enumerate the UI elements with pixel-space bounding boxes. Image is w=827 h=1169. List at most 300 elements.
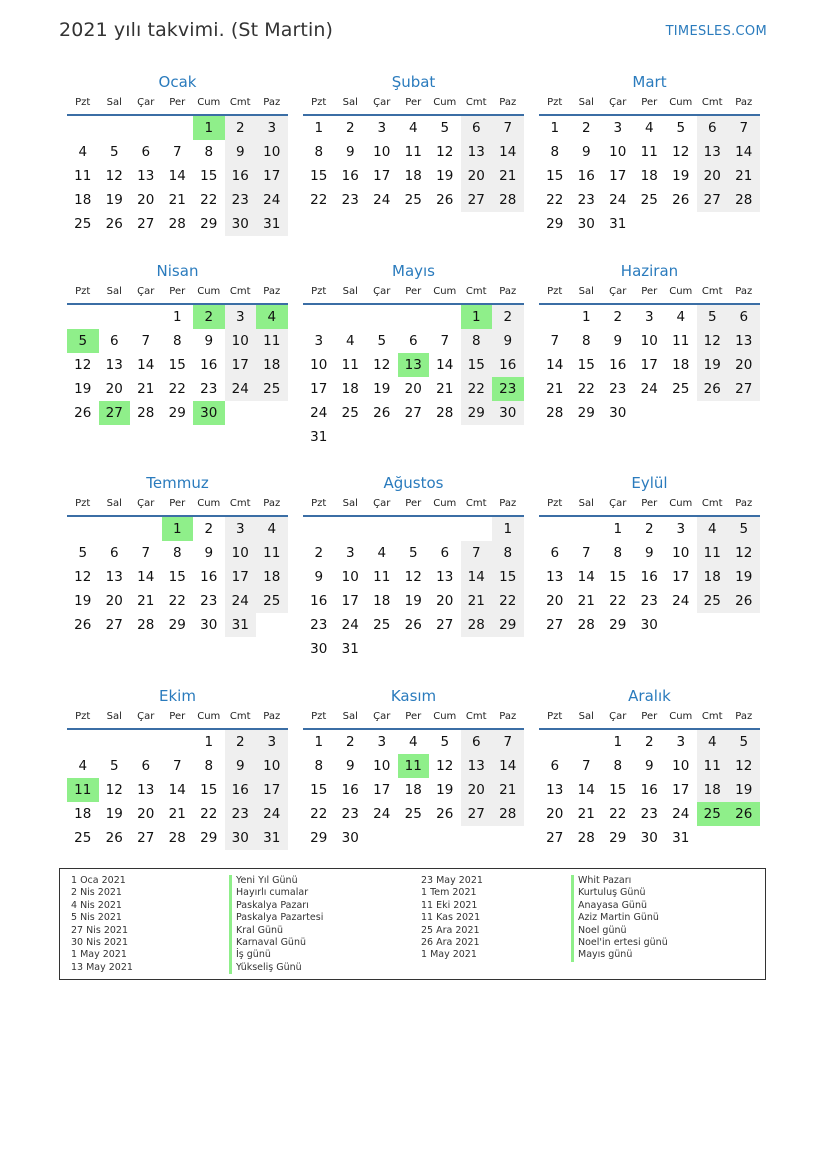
day-cell: 23 (310, 617, 328, 633)
day-cell: 14 (137, 357, 155, 373)
day-cell: 12 (436, 758, 454, 774)
day-cell: 22 (546, 192, 564, 208)
day-cell: 13 (728, 329, 760, 353)
weekday-label: Cmt (465, 286, 487, 297)
day-grid (67, 305, 288, 425)
empty-cell (67, 517, 99, 541)
weekday-label: Paz (263, 711, 281, 722)
holiday-day-cell: 1 (461, 305, 493, 329)
weekday-label: Paz (263, 498, 281, 509)
empty-cell (539, 517, 571, 541)
weekday-header (67, 494, 288, 514)
day-cell: 28 (168, 830, 186, 846)
empty-cell (130, 305, 162, 329)
day-cell: 29 (200, 830, 218, 846)
day-cell: 10 (341, 569, 359, 585)
empty-cell (539, 305, 571, 329)
day-cell: 4 (408, 120, 418, 136)
day-cell: 29 (609, 617, 627, 633)
day-grid (67, 730, 288, 850)
day-cell: 6 (109, 333, 119, 349)
weekday-label: Cmt (229, 711, 251, 722)
day-cell: 14 (492, 754, 524, 778)
legend-date: 1 Tem 2021 (421, 887, 477, 899)
day-cell: 24 (225, 377, 257, 401)
day-cell: 21 (577, 593, 595, 609)
day-cell: 15 (200, 782, 218, 798)
weekday-label: Cmt (701, 711, 723, 722)
empty-cell (634, 212, 666, 236)
day-cell: 9 (225, 754, 257, 778)
day-cell: 15 (310, 168, 328, 184)
day-cell: 12 (105, 168, 123, 184)
weekday-header (539, 93, 760, 113)
legend-holiday-name: Karnaval Günü (229, 937, 323, 949)
day-cell: 23 (225, 188, 257, 212)
site-brand-link[interactable]: TIMESLES.COM (665, 24, 767, 39)
day-cell: 1 (172, 309, 182, 325)
empty-cell (429, 826, 461, 850)
legend-holiday-name: İş günü (229, 949, 323, 961)
day-cell: 28 (577, 617, 595, 633)
weekday-label: Çar (137, 286, 155, 297)
day-cell: 13 (137, 782, 155, 798)
day-cell: 7 (492, 116, 524, 140)
day-cell: 3 (676, 521, 686, 537)
day-cell: 11 (373, 569, 391, 585)
empty-cell (461, 826, 493, 850)
day-cell: 12 (728, 754, 760, 778)
day-cell: 13 (546, 782, 564, 798)
month-block (67, 260, 288, 425)
holiday-day-cell: 30 (193, 401, 225, 425)
day-cell: 21 (461, 589, 493, 613)
day-cell: 22 (461, 377, 493, 401)
day-cell: 11 (341, 357, 359, 373)
weekday-label: Cum (433, 286, 457, 297)
day-cell: 24 (672, 806, 690, 822)
day-cell: 8 (492, 541, 524, 565)
weekday-label: Sal (106, 711, 122, 722)
day-cell: 15 (577, 357, 595, 373)
legend-holiday-name: Whit Pazarı (571, 875, 668, 887)
day-cell: 16 (640, 569, 658, 585)
day-cell: 29 (168, 405, 186, 421)
day-cell: 11 (672, 333, 690, 349)
day-grid (303, 305, 524, 449)
day-cell: 8 (613, 758, 623, 774)
day-cell: 14 (436, 357, 454, 373)
empty-cell (571, 730, 603, 754)
day-cell: 4 (676, 309, 686, 325)
day-cell: 25 (74, 216, 92, 232)
legend-date: 4 Nis 2021 (71, 899, 122, 911)
weekday-label: Sal (106, 97, 122, 108)
day-cell: 19 (436, 782, 454, 798)
day-cell: 8 (172, 333, 182, 349)
day-cell: 3 (644, 309, 654, 325)
day-cell: 17 (373, 782, 391, 798)
weekday-header (539, 282, 760, 302)
day-cell: 19 (728, 778, 760, 802)
weekday-label: Pzt (311, 711, 327, 722)
weekday-label: Cum (669, 711, 693, 722)
holiday-day-cell: 11 (67, 778, 99, 802)
weekday-label: Çar (137, 498, 155, 509)
weekday-label: Pzt (75, 711, 91, 722)
empty-cell (99, 517, 131, 541)
empty-cell (429, 637, 461, 661)
day-grid (303, 116, 524, 212)
day-cell: 4 (408, 734, 418, 750)
day-cell: 23 (225, 802, 257, 826)
day-cell: 21 (546, 381, 564, 397)
empty-cell (398, 305, 430, 329)
day-cell: 9 (613, 333, 623, 349)
weekday-label: Paz (499, 97, 517, 108)
month-name: Şubat (391, 73, 436, 91)
weekday-label: Pzt (311, 97, 327, 108)
empty-cell (398, 826, 430, 850)
empty-cell (99, 305, 131, 329)
day-cell: 14 (168, 782, 186, 798)
holiday-day-cell: 26 (728, 802, 760, 826)
empty-cell (366, 637, 398, 661)
day-cell: 19 (74, 593, 92, 609)
day-cell: 20 (137, 192, 155, 208)
day-cell: 15 (200, 168, 218, 184)
empty-cell (461, 517, 493, 541)
day-cell: 6 (550, 545, 560, 561)
day-cell: 29 (546, 216, 564, 232)
day-cell: 28 (436, 405, 454, 421)
day-cell: 7 (728, 116, 760, 140)
empty-cell (634, 401, 666, 425)
day-cell: 14 (577, 569, 595, 585)
day-cell: 18 (341, 381, 359, 397)
weekday-label: Sal (578, 97, 594, 108)
day-cell: 17 (672, 569, 690, 585)
weekday-label: Cmt (465, 498, 487, 509)
empty-cell (225, 401, 257, 425)
legend-date: 1 May 2021 (71, 949, 127, 961)
weekday-label: Çar (609, 286, 627, 297)
day-cell: 27 (436, 617, 454, 633)
day-cell: 20 (436, 593, 454, 609)
day-cell: 13 (697, 140, 729, 164)
day-cell: 17 (672, 782, 690, 798)
day-cell: 4 (78, 144, 88, 160)
day-cell: 22 (609, 593, 627, 609)
day-grid (539, 116, 760, 236)
day-cell: 10 (225, 541, 257, 565)
month-name: Mart (632, 73, 667, 91)
day-cell: 10 (310, 357, 328, 373)
weekday-label: Cmt (229, 498, 251, 509)
day-cell: 8 (613, 545, 623, 561)
weekday-label: Pzt (547, 711, 563, 722)
weekday-label: Sal (342, 498, 358, 509)
day-cell: 7 (141, 545, 151, 561)
day-cell: 18 (697, 778, 729, 802)
day-cell: 10 (225, 329, 257, 353)
day-cell: 23 (200, 381, 218, 397)
day-cell: 12 (74, 357, 92, 373)
day-cell: 28 (137, 617, 155, 633)
day-cell: 28 (461, 613, 493, 637)
day-cell: 16 (609, 357, 627, 373)
day-cell: 2 (345, 120, 355, 136)
day-grid (539, 730, 760, 850)
empty-cell (366, 826, 398, 850)
weekday-label: Paz (499, 711, 517, 722)
legend-date: 23 May 2021 (421, 875, 483, 886)
weekday-label: Çar (373, 498, 391, 509)
legend-holiday-name: Noel günü (571, 925, 668, 937)
day-cell: 26 (436, 806, 454, 822)
day-cell: 17 (256, 164, 288, 188)
day-cell: 24 (640, 381, 658, 397)
day-cell: 28 (492, 188, 524, 212)
day-cell: 30 (310, 641, 328, 657)
day-cell: 10 (373, 144, 391, 160)
day-cell: 30 (225, 826, 257, 850)
empty-cell (728, 613, 760, 637)
day-cell: 9 (204, 545, 214, 561)
weekday-label: Per (169, 286, 186, 297)
day-cell: 26 (105, 830, 123, 846)
legend-date: 1 Oca 2021 (71, 875, 126, 886)
day-cell: 1 (613, 734, 623, 750)
day-cell: 7 (172, 758, 182, 774)
day-cell: 26 (697, 377, 729, 401)
day-cell: 25 (74, 830, 92, 846)
weekday-label: Sal (342, 97, 358, 108)
day-grid (67, 517, 288, 637)
month-name: Nisan (156, 262, 199, 280)
day-cell: 31 (310, 429, 328, 445)
day-cell: 30 (577, 216, 595, 232)
day-cell: 21 (728, 164, 760, 188)
day-cell: 26 (404, 617, 422, 633)
holiday-day-cell: 5 (67, 329, 99, 353)
day-cell: 3 (256, 730, 288, 754)
day-cell: 29 (577, 405, 595, 421)
weekday-label: Per (641, 286, 658, 297)
month-name: Aralık (628, 687, 671, 705)
empty-cell (571, 517, 603, 541)
legend-holiday-name: Kral Günü (229, 925, 323, 937)
month-name: Ocak (158, 73, 197, 91)
legend-date: 30 Nis 2021 (71, 936, 128, 948)
weekday-label: Çar (609, 97, 627, 108)
day-cell: 22 (200, 192, 218, 208)
day-cell: 13 (461, 140, 493, 164)
day-cell: 13 (461, 754, 493, 778)
legend-holiday-name: Kurtuluş Günü (571, 887, 668, 899)
legend-date: 1 May 2021 (421, 949, 477, 961)
day-cell: 6 (408, 333, 418, 349)
day-cell: 12 (728, 541, 760, 565)
weekday-label: Çar (609, 498, 627, 509)
day-cell: 2 (581, 120, 591, 136)
day-cell: 28 (546, 405, 564, 421)
day-cell: 21 (137, 593, 155, 609)
day-cell: 9 (345, 144, 355, 160)
weekday-header (303, 282, 524, 302)
day-cell: 9 (225, 140, 257, 164)
day-grid (303, 730, 524, 850)
month-block (303, 71, 524, 212)
day-cell: 7 (141, 333, 151, 349)
weekday-label: Cum (433, 498, 457, 509)
day-cell: 20 (105, 593, 123, 609)
day-cell: 16 (640, 782, 658, 798)
day-cell: 19 (697, 353, 729, 377)
empty-cell (665, 401, 697, 425)
day-cell: 30 (640, 617, 658, 633)
legend-holiday-name: Mayıs günü (571, 949, 668, 961)
day-cell: 10 (672, 545, 690, 561)
legend-date: 27 Nis 2021 (71, 924, 128, 936)
day-cell: 31 (225, 613, 257, 637)
weekday-label: Sal (106, 286, 122, 297)
day-cell: 19 (74, 381, 92, 397)
weekday-label: Paz (263, 286, 281, 297)
empty-cell (429, 425, 461, 449)
day-cell: 6 (109, 545, 119, 561)
day-cell: 31 (609, 216, 627, 232)
legend-holiday-name: Noel'in ertesi günü (571, 937, 668, 949)
day-cell: 14 (168, 168, 186, 184)
day-cell: 15 (492, 565, 524, 589)
weekday-label: Cmt (229, 286, 251, 297)
empty-cell (366, 305, 398, 329)
day-cell: 31 (256, 826, 288, 850)
day-cell: 16 (200, 569, 218, 585)
weekday-header (539, 494, 760, 514)
weekday-label: Per (405, 498, 422, 509)
weekday-label: Sal (342, 711, 358, 722)
legend-holiday-name: Yükseliş Günü (229, 962, 323, 974)
weekday-label: Pzt (547, 97, 563, 108)
day-cell: 25 (256, 377, 288, 401)
day-cell: 31 (256, 212, 288, 236)
day-cell: 21 (492, 164, 524, 188)
weekday-label: Çar (373, 711, 391, 722)
weekday-label: Per (641, 97, 658, 108)
weekday-label: Paz (499, 286, 517, 297)
day-cell: 8 (314, 758, 324, 774)
day-cell: 1 (613, 521, 623, 537)
month-name: Mayıs (392, 262, 435, 280)
weekday-label: Cum (197, 711, 221, 722)
day-cell: 16 (200, 357, 218, 373)
day-cell: 13 (436, 569, 454, 585)
day-cell: 14 (461, 565, 493, 589)
weekday-label: Cmt (701, 498, 723, 509)
weekday-label: Pzt (75, 498, 91, 509)
day-cell: 25 (404, 806, 422, 822)
empty-cell (162, 116, 194, 140)
weekday-label: Cmt (229, 97, 251, 108)
day-cell: 16 (492, 353, 524, 377)
empty-cell (728, 826, 760, 850)
day-cell: 30 (200, 617, 218, 633)
month-block (303, 685, 524, 850)
day-cell: 8 (204, 144, 214, 160)
empty-cell (492, 826, 524, 850)
weekday-label: Çar (373, 97, 391, 108)
day-cell: 15 (461, 353, 493, 377)
day-cell: 23 (577, 192, 595, 208)
empty-cell (461, 425, 493, 449)
day-cell: 20 (461, 164, 493, 188)
holiday-day-cell: 13 (398, 353, 430, 377)
weekday-label: Çar (373, 286, 391, 297)
day-cell: 29 (609, 830, 627, 846)
day-cell: 7 (172, 144, 182, 160)
day-cell: 19 (373, 381, 391, 397)
day-cell: 25 (256, 589, 288, 613)
day-cell: 8 (461, 329, 493, 353)
day-cell: 14 (137, 569, 155, 585)
day-cell: 25 (341, 405, 359, 421)
day-cell: 16 (341, 782, 359, 798)
weekday-label: Sal (106, 498, 122, 509)
day-cell: 21 (168, 806, 186, 822)
day-cell: 17 (225, 353, 257, 377)
day-cell: 3 (613, 120, 623, 136)
day-cell: 30 (341, 830, 359, 846)
day-cell: 16 (310, 593, 328, 609)
weekday-label: Cmt (465, 97, 487, 108)
month-name: Kasım (390, 687, 437, 705)
day-cell: 23 (609, 381, 627, 397)
day-cell: 20 (546, 593, 564, 609)
day-cell: 9 (644, 758, 654, 774)
legend-date: 13 May 2021 (71, 961, 133, 973)
empty-cell (130, 730, 162, 754)
day-cell: 30 (225, 212, 257, 236)
day-cell: 5 (78, 545, 88, 561)
day-cell: 2 (644, 734, 654, 750)
day-cell: 15 (310, 782, 328, 798)
day-cell: 25 (672, 381, 690, 397)
holiday-day-cell: 23 (492, 377, 524, 401)
legend-date: 26 Ara 2021 (421, 936, 480, 948)
day-cell: 18 (74, 192, 92, 208)
holiday-day-cell: 1 (193, 116, 225, 140)
day-cell: 23 (200, 593, 218, 609)
weekday-label: Pzt (547, 498, 563, 509)
legend-names-col1 (229, 875, 323, 974)
day-cell: 4 (697, 730, 729, 754)
day-cell: 2 (225, 730, 257, 754)
day-cell: 21 (577, 806, 595, 822)
empty-cell (429, 305, 461, 329)
day-cell: 12 (436, 144, 454, 160)
day-cell: 5 (377, 333, 387, 349)
weekday-label: Cum (197, 498, 221, 509)
day-cell: 17 (373, 168, 391, 184)
day-cell: 5 (440, 734, 450, 750)
day-cell: 24 (256, 802, 288, 826)
empty-cell (665, 613, 697, 637)
legend-holiday-name: Paskalya Pazarı (229, 900, 323, 912)
day-cell: 28 (728, 188, 760, 212)
day-cell: 24 (256, 188, 288, 212)
